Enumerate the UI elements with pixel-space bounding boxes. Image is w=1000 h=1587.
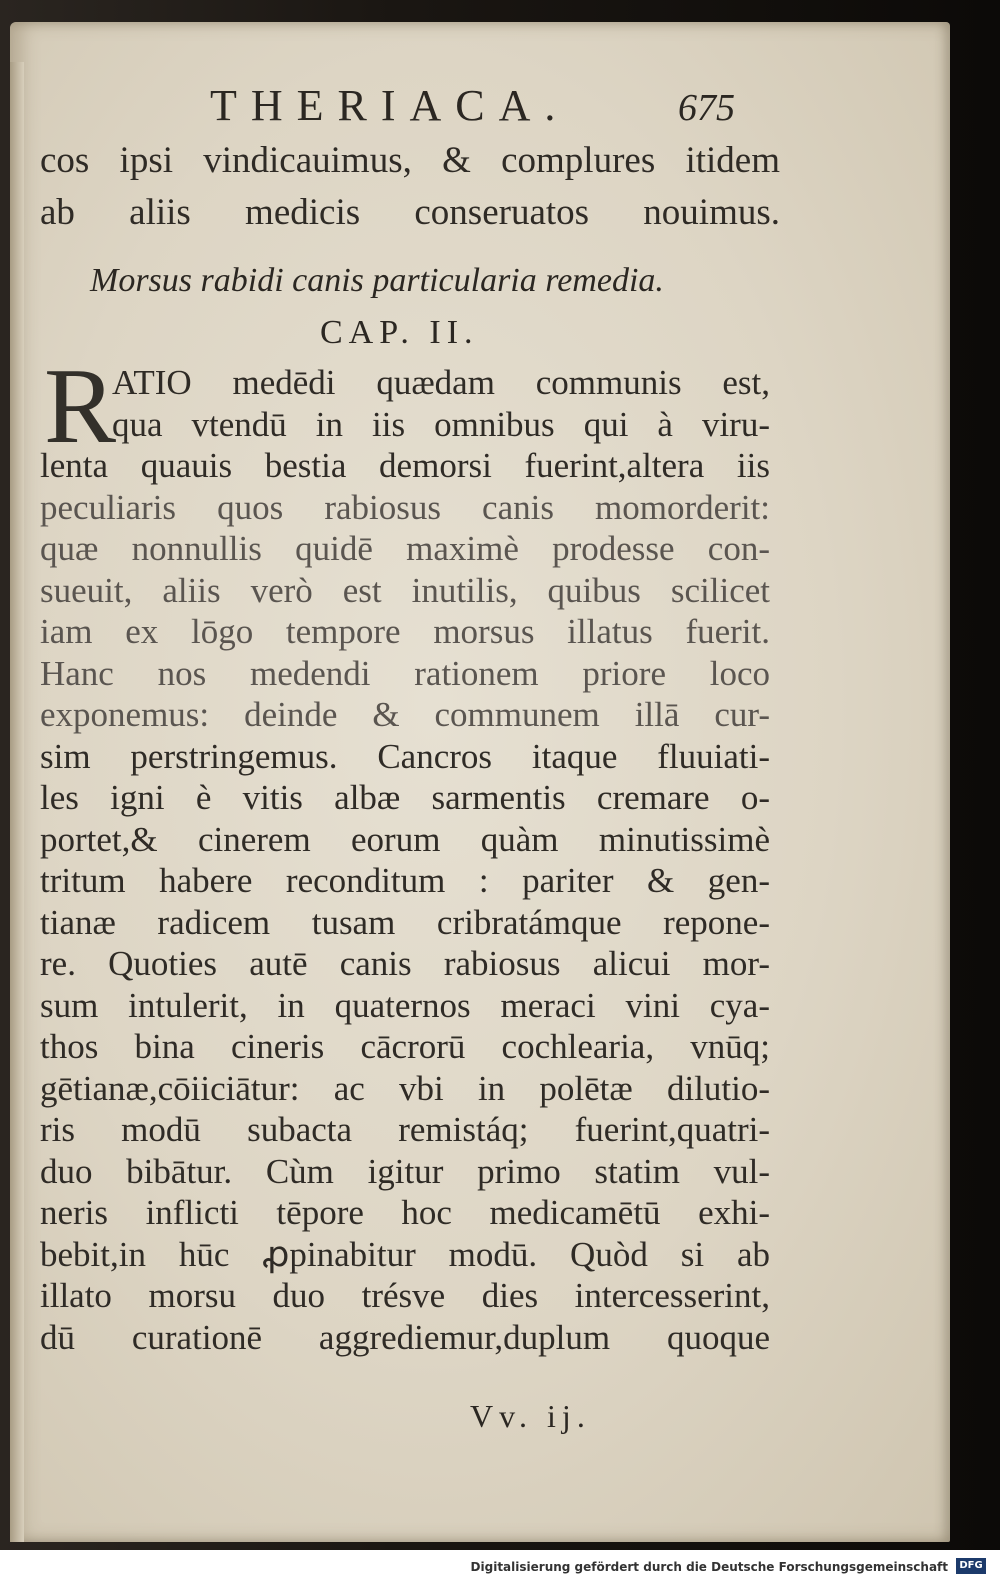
text-line: les igni è vitis albæ sarmentis cremare o- — [40, 778, 770, 817]
text-line: quæ nonnullis quidē maximè prodesse con- — [40, 529, 770, 568]
text-line: illato morsu duo trésve dies intercesserint, — [40, 1276, 770, 1315]
text-line: neris inflicti tēpore hoc medicamētū exhi- — [40, 1193, 770, 1232]
text-line: qua vtendū in iis omnibus qui à viru- — [112, 404, 770, 444]
text-line: lenta quauis bestia demorsi fuerint,altera iis — [40, 446, 770, 485]
text-line: portet,& cinerem eorum quàm minutissimè — [40, 819, 770, 859]
signature-mark: Vv. ij. — [470, 1398, 591, 1434]
text-line: sim perstringemus. Cancros itaque fluuiati- — [40, 736, 770, 776]
text-line: tianæ radicem tusam cribratámque repone- — [40, 902, 770, 942]
dfg-logo: DFG — [956, 1558, 986, 1574]
text-line: ATIO medēdi quædam communis est, — [112, 363, 770, 402]
text-line: ris modū subacta remistáq; fuerint,quatri- — [40, 1110, 770, 1149]
page-header — [40, 80, 960, 140]
text-line: bebit,in hūc ꝓpinabitur modū. Quòd si ab — [40, 1234, 770, 1274]
text-line: thos bina cineris cācrorū cochlearia, vnūq; — [40, 1027, 770, 1066]
text-line: re. Quoties autē canis rabiosus alicui mor- — [40, 944, 770, 983]
text-line: cos ipsi vindicauimus, & complures itidem — [40, 140, 780, 181]
page-gutter — [10, 62, 24, 1542]
text-line: tritum habere reconditum : pariter & gen- — [40, 861, 770, 900]
running-title: THERIACA. — [210, 81, 570, 130]
footer-bar — [0, 1550, 1000, 1587]
text-line: gētianæ,cōiiciātur: ac vbi in polētæ dilutio- — [40, 1068, 770, 1108]
page-number: 675 — [678, 87, 735, 129]
text-line: sum intulerit, in quaternos meraci vini cya- — [40, 985, 770, 1025]
text-line: exponemus: deinde & communem illā cur- — [40, 695, 770, 734]
text-line: duo bibātur. Cùm igitur primo statim vul- — [40, 1151, 770, 1191]
funding-credit: Digitalisierung gefördert durch die Deutsche Forschungsgemeinschaft — [470, 1560, 948, 1574]
text-line: sueuit, aliis verò est inutilis, quibus scilicet — [40, 570, 770, 610]
text-line: Hanc nos medendi rationem priore loco — [40, 653, 770, 693]
chapter-heading: CAP. II. — [320, 314, 479, 351]
text-line: peculiaris quos rabiosus canis momorderit: — [40, 487, 770, 527]
text-line: ab aliis medicis conseruatos nouimus. — [40, 192, 780, 233]
text-line: dū curationē aggrediemur,duplum quoque — [40, 1317, 770, 1357]
continuation-text — [40, 135, 780, 239]
body-text — [40, 347, 770, 1358]
section-caption: Morsus rabidi canis particularia remedia. — [90, 262, 664, 299]
text-line: iam ex lōgo tempore morsus illatus fuerit. — [40, 612, 770, 651]
drop-capital: R — [44, 347, 117, 466]
